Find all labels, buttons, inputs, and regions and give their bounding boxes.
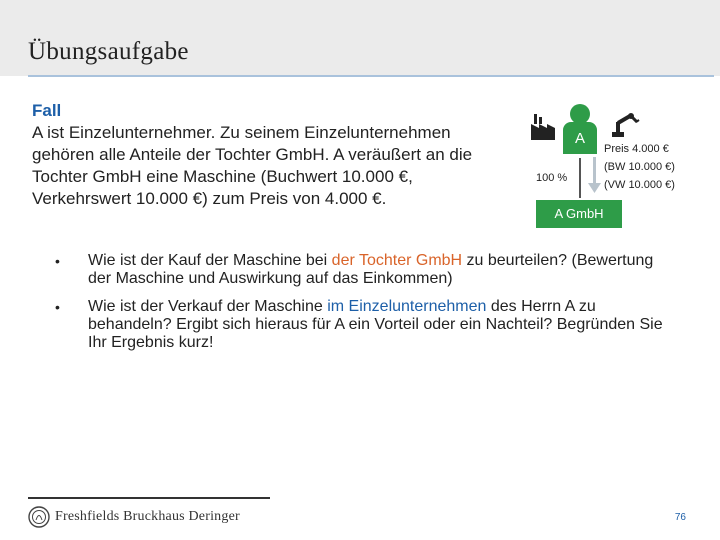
seal-icon: [28, 506, 50, 528]
list-item: [55, 252, 675, 288]
ownership-line: [579, 158, 581, 198]
transaction-terms: [604, 140, 675, 194]
bullet-marker: •: [55, 253, 60, 269]
bullet-marker: •: [55, 299, 60, 315]
question-list: [55, 252, 675, 362]
case-description: [32, 100, 502, 210]
company-logo: [28, 506, 240, 528]
list-item: [55, 298, 675, 352]
price-label: Preis 4.000 €: [604, 143, 669, 155]
company-box: A GmbH: [536, 200, 622, 228]
case-body: A ist Einzelunternehmer. Zu seinem Einzelunternehmen gehören alle Anteile der Tochter GmbH. A veräußert an die Tochter GmbH eine Maschine (Buchwert 10.000 €, Verkehrswert 10.000 €) zum Preis von 4.000 €.: [32, 123, 473, 208]
question-text: Wie ist der Kauf der Maschine bei der Tochter GmbH zu beurteilen? (Bewertung der Maschine und Auswirkung auf das Einkommen): [88, 252, 654, 287]
case-heading: Fall: [32, 101, 62, 120]
title-divider: [28, 75, 714, 77]
ownership-percent: 100 %: [536, 172, 568, 184]
footer-divider: [28, 497, 270, 499]
logo-text: Freshfields Bruckhaus Deringer: [55, 509, 240, 524]
person-label: A: [563, 122, 597, 154]
market-value-label: (VW 10.000 €): [604, 179, 675, 191]
page-number: 76: [674, 512, 686, 523]
person-icon: [570, 104, 590, 124]
highlight-text: der Tochter GmbH: [331, 252, 463, 269]
robot-arm-icon: [608, 110, 640, 138]
structure-diagram: [520, 100, 700, 230]
book-value-label: (BW 10.000 €): [604, 161, 675, 173]
highlight-text: im Einzelunternehmen: [327, 298, 487, 315]
slide-title: Übungsaufgabe: [28, 38, 189, 65]
question-text: Wie ist der Verkauf der Maschine im Einzelunternehmen des Herrn A zu behandeln? Ergibt sich hieraus für A ein Vorteil oder ein Nachteil? Begründen Sie Ihr Ergebnis kurz!: [88, 298, 663, 351]
factory-icon: [530, 112, 560, 140]
